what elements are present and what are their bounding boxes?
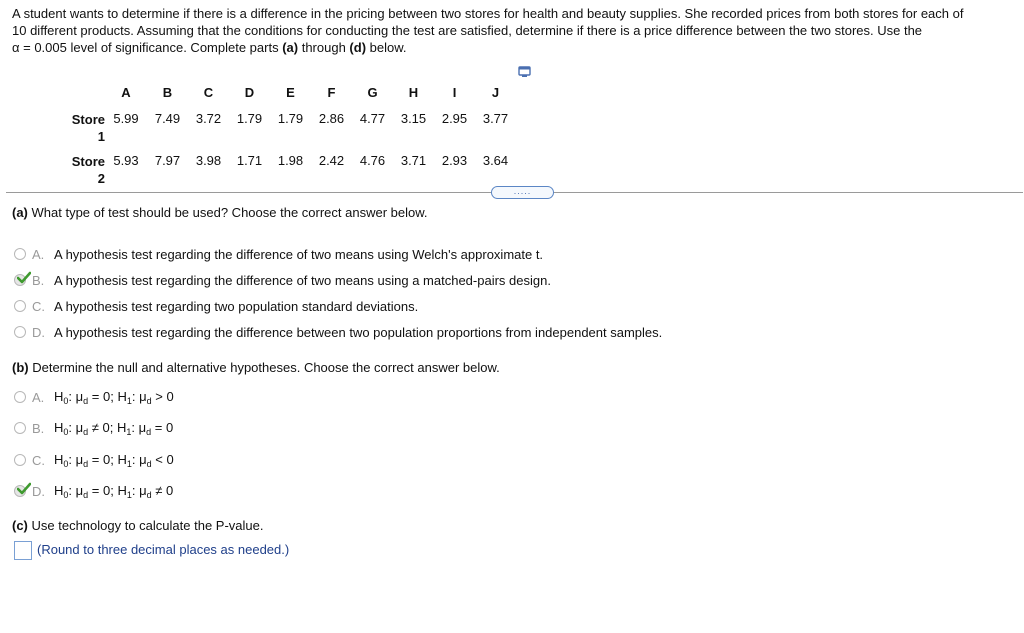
row-label xyxy=(45,145,105,187)
part-b-label: (b) xyxy=(12,360,29,375)
option-a-c[interactable] xyxy=(14,297,418,315)
table-cell: 2.86 xyxy=(318,111,345,126)
hypothesis-text: $H_0$: $\mu_d = 0$; $H_1$: $\mu_d > 0$ xyxy=(54,388,174,406)
radio-button[interactable] xyxy=(14,422,26,434)
radio-button[interactable] xyxy=(14,391,26,403)
row-label-top: Store xyxy=(71,154,105,169)
option-letter: A. xyxy=(32,246,45,262)
column-header: I xyxy=(452,84,457,100)
row-label-top: Store xyxy=(71,112,105,127)
column-header: G xyxy=(367,84,378,100)
rounding-hint: (Round to three decimal places as needed.) xyxy=(37,542,290,557)
column-header: B xyxy=(162,84,173,100)
radio-button[interactable] xyxy=(14,454,26,466)
part-b-question xyxy=(12,360,500,375)
table-cell: 7.97 xyxy=(154,153,181,168)
column-header: E xyxy=(286,84,295,100)
option-b-b[interactable] xyxy=(14,419,173,437)
copy-data-icon[interactable] xyxy=(518,66,532,78)
part-a-ref: (a) xyxy=(282,40,299,55)
option-letter: C. xyxy=(32,298,45,314)
table-header-row xyxy=(45,81,516,103)
table-cell: 3.64 xyxy=(482,153,509,168)
p-value-input[interactable] xyxy=(14,541,32,560)
option-letter: B. xyxy=(32,420,45,436)
alpha-text: α = 0.005 level of significance. Complete parts xyxy=(12,40,283,55)
table-cell: 3.15 xyxy=(400,111,427,126)
option-letter: A. xyxy=(32,389,45,405)
expand-more-button[interactable]: ..... xyxy=(491,186,554,199)
part-c-text: Use technology to calculate the P-value. xyxy=(27,518,264,533)
option-text: A hypothesis test regarding the difference between two population proportions from independent samples. xyxy=(54,324,663,340)
row-label-bottom: 2 xyxy=(97,171,105,186)
table-cell: 3.98 xyxy=(195,153,222,168)
table-cell: 1.98 xyxy=(277,153,304,168)
checkmark-icon xyxy=(17,482,31,496)
option-letter: D. xyxy=(32,483,45,499)
table-cell: 5.99 xyxy=(113,111,139,126)
price-table xyxy=(45,81,516,187)
column-header: J xyxy=(491,84,500,100)
column-header: C xyxy=(203,84,214,100)
table-cell: 7.49 xyxy=(154,111,181,126)
radio-button-selected[interactable] xyxy=(14,485,26,497)
radio-button[interactable] xyxy=(14,300,26,312)
column-header: H xyxy=(408,84,419,100)
table-cell: 1.71 xyxy=(236,153,263,168)
hypothesis-text: $H_0$: $\mu_d = 0$; $H_1$: $\mu_d \ne 0$ xyxy=(54,482,174,500)
table-row xyxy=(45,145,516,187)
table-cell: 4.77 xyxy=(359,111,386,126)
option-text: A hypothesis test regarding the difference of two means using a matched-pairs design. xyxy=(54,272,551,288)
table-cell: 2.95 xyxy=(441,111,468,126)
checkmark-icon xyxy=(17,271,31,285)
hypothesis-text: $H_0$: $\mu_d = 0$; $H_1$: $\mu_d < 0$ xyxy=(54,451,174,469)
below-text: below. xyxy=(366,40,407,55)
table-cell: 3.72 xyxy=(195,111,222,126)
hypothesis-text: $H_0$: $\mu_d \ne 0$; $H_1$: $\mu_d = 0$ xyxy=(54,419,174,437)
part-a-question xyxy=(12,205,428,220)
table-corner xyxy=(45,81,105,103)
column-header: A xyxy=(121,84,131,100)
part-b-text: Determine the null and alternative hypotheses. Choose the correct answer below. xyxy=(28,360,500,375)
option-a-a[interactable] xyxy=(14,245,543,263)
table-cell: 1.79 xyxy=(236,111,263,126)
problem-line-2: 10 different products. Assuming that the conditions for conducting the test are satisfied, determine if there is a price difference between the two stores. Use the xyxy=(12,23,923,38)
option-letter: B. xyxy=(32,272,45,288)
option-a-d[interactable] xyxy=(14,323,662,341)
part-c-label: (c) xyxy=(12,518,28,533)
table-row xyxy=(45,103,516,145)
row-label xyxy=(45,103,105,145)
radio-button[interactable] xyxy=(14,326,26,338)
part-c-question xyxy=(12,518,263,533)
part-a-text: What type of test should be used? Choose the correct answer below. xyxy=(27,205,428,220)
option-text: A hypothesis test regarding the difference of two means using Welch's approximate t. xyxy=(54,246,544,262)
option-a-b[interactable] xyxy=(14,271,551,289)
part-a-label: (a) xyxy=(12,205,28,220)
column-header: D xyxy=(244,84,255,100)
column-header: F xyxy=(327,84,336,100)
problem-line-3 xyxy=(12,39,1017,56)
problem-statement xyxy=(12,5,1017,56)
radio-button-selected[interactable] xyxy=(14,274,26,286)
option-text: A hypothesis test regarding two population standard deviations. xyxy=(54,298,419,314)
row-label-bottom: 1 xyxy=(97,129,105,144)
table-cell: 2.93 xyxy=(441,153,468,168)
problem-line-1: A student wants to determine if there is a difference in the pricing between two stores for health and beauty supplies. She recorded prices from both stores for each of xyxy=(12,6,964,21)
table-cell: 2.42 xyxy=(318,153,345,168)
through-text: through xyxy=(298,40,350,55)
radio-button[interactable] xyxy=(14,248,26,260)
option-letter: D. xyxy=(32,324,45,340)
table-cell: 4.76 xyxy=(359,153,386,168)
part-d-ref: (d) xyxy=(349,40,367,55)
option-b-a[interactable] xyxy=(14,388,174,406)
table-cell: 5.93 xyxy=(113,153,139,168)
option-b-d[interactable] xyxy=(14,482,173,500)
table-cell: 1.79 xyxy=(277,111,304,126)
option-b-c[interactable] xyxy=(14,451,174,469)
option-letter: C. xyxy=(32,452,45,468)
table-cell: 3.71 xyxy=(400,153,427,168)
table-cell: 3.77 xyxy=(482,111,509,126)
